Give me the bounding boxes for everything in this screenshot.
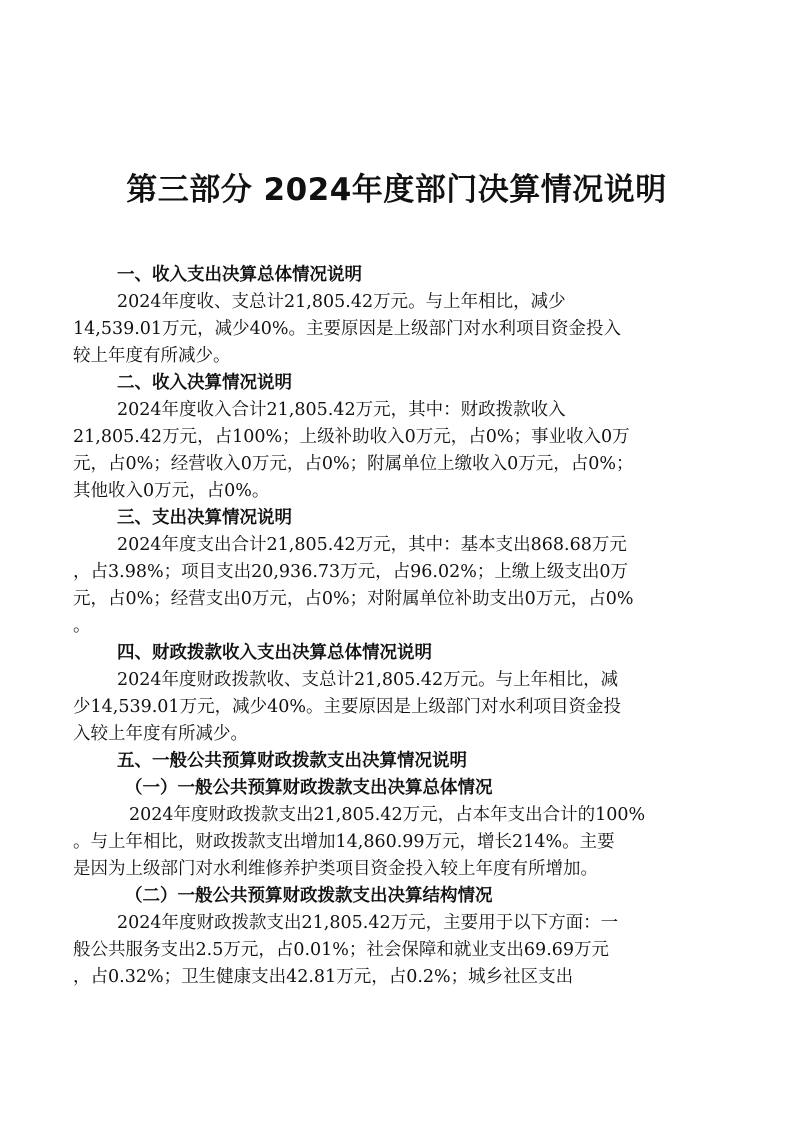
paragraph-line: 少14,539.01万元，减少40%。主要原因是上级部门对水利项目资金投: [73, 697, 621, 717]
subsection-heading: （二）一般公共预算财政拨款支出决算结构情况: [125, 886, 493, 906]
paragraph-line: 14,539.01万元，减少40%。主要原因是上级部门对水利项目资金投入: [73, 319, 621, 339]
section-heading: 一、收入支出决算总体情况说明: [117, 265, 362, 285]
subsection-heading: （一）一般公共预算财政拨款支出决算总体情况: [125, 778, 493, 798]
paragraph-line: ，占0.32%；卫生健康支出42.81万元，占0.2%；城乡社区支出: [73, 967, 574, 987]
paragraph-line: 。与上年相比，财政拨款支出增加14,860.99万元，增长214%。主要: [73, 832, 615, 852]
paragraph-line: 元，占0%；经营支出0万元，占0%；对附属单位补助支出0万元，占0%: [73, 589, 634, 609]
paragraph-line: 元，占0%；经营收入0万元，占0%；附属单位上缴收入0万元，占0%；: [73, 454, 634, 474]
paragraph-line: ，占3.98%；项目支出20,936.73万元，占96.02%；上缴上级支出0万: [73, 562, 629, 582]
paragraph-line: 其他收入0万元，占0%。: [73, 481, 270, 501]
paragraph-line: 入较上年度有所减少。: [73, 724, 248, 744]
section-heading: 五、一般公共预算财政拨款支出决算情况说明: [117, 751, 467, 771]
section-heading: 三、支出决算情况说明: [117, 508, 292, 528]
document-body: [73, 262, 721, 991]
paragraph-line: 2024年度收入合计21,805.42万元，其中：财政拨款收入: [117, 400, 566, 420]
paragraph-line: 是因为上级部门对水利维修养护类项目资金投入较上年度有所增加。: [73, 859, 598, 879]
paragraph-line: 较上年度有所减少。: [73, 346, 231, 366]
section-heading: 四、财政拨款收入支出决算总体情况说明: [117, 643, 432, 663]
page-title: 第三部分 2024年度部门决算情况说明: [126, 172, 667, 208]
paragraph-line: 般公共服务支出2.5万元，占0.01%；社会保障和就业支出69.69万元: [73, 940, 610, 960]
paragraph-line: 2024年度财政拨款收、支总计21,805.42万元。与上年相比，减: [117, 670, 619, 690]
paragraph-line: 21,805.42万元，占100%；上级补助收入0万元，占0%；事业收入0万: [73, 427, 630, 447]
section-heading: 二、收入决算情况说明: [117, 373, 292, 393]
paragraph-line: 2024年度支出合计21,805.42万元，其中：基本支出868.68万元: [117, 535, 627, 555]
paragraph-line: 2024年度财政拨款支出21,805.42万元，占本年支出合计的100%: [129, 805, 646, 825]
paragraph-line: 2024年度财政拨款支出21,805.42万元，主要用于以下方面：一: [117, 913, 619, 933]
paragraph-line: 。: [73, 616, 91, 636]
paragraph-line: 2024年度收、支总计21,805.42万元。与上年相比，减少: [117, 292, 566, 312]
